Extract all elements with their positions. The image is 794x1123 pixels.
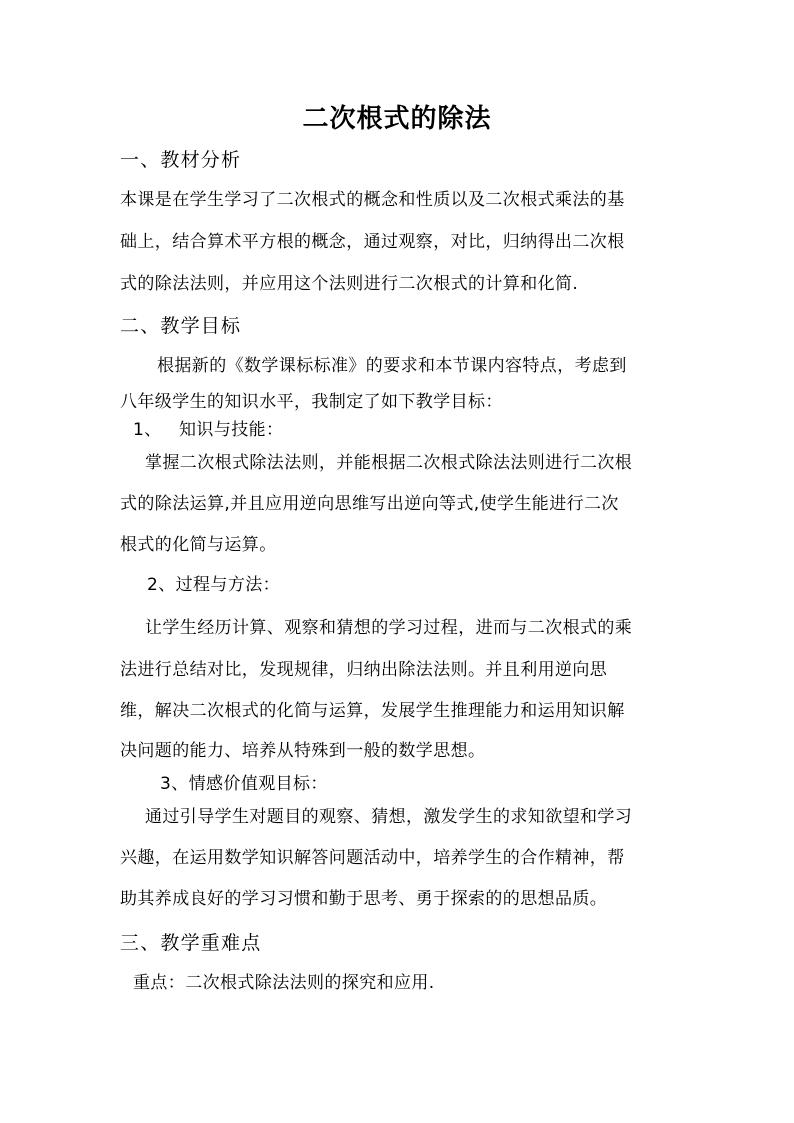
paragraph-line: 础上，结合算术平方根的概念，通过观察，对比，归纳得出二次根 xyxy=(120,232,625,252)
section-heading-2: 二、教学目标 xyxy=(120,315,242,337)
paragraph-line: 根据新的《数学课标标准》的要求和本节课内容特点，考虑到 xyxy=(157,356,627,376)
paragraph-line: 维，解决二次根式的化简与运算，发展学生推理能力和运用知识解 xyxy=(120,701,625,721)
paragraph-line: 根式的化简与运算。 xyxy=(120,535,277,555)
paragraph-line: 兴趣，在运用数学知识解答问题活动中，培养学生的合作精神，帮 xyxy=(120,848,625,868)
paragraph-line: 助其养成良好的学习习惯和勤于思考、勇于探索的的思想品质。 xyxy=(120,889,608,909)
goal-label-1: 1、 知识与技能： xyxy=(133,420,284,440)
paragraph-line: 式的除法运算,并且应用逆向思维写出逆向等式,使学生能进行二次 xyxy=(120,494,619,514)
paragraph-line: 式的除法法则，并应用这个法则进行二次根式的计算和化简. xyxy=(120,274,579,294)
paragraph-line: 掌握二次根式除法法则，并能根据二次根式除法法则进行二次根 xyxy=(145,453,633,473)
paragraph-line: 法进行总结对比，发现规律，归纳出除法法则。并且利用逆向思 xyxy=(120,660,608,680)
page-title: 二次根式的除法 xyxy=(302,104,492,134)
paragraph-line: 本课是在学生学习了二次根式的概念和性质以及二次根式乘法的基 xyxy=(120,190,625,210)
key-point-line: 重点：二次根式除法法则的探究和应用. xyxy=(133,973,435,993)
paragraph-line: 八年级学生的知识水平，我制定了如下教学目标： xyxy=(120,392,503,412)
goal-label-2: 2、过程与方法： xyxy=(147,575,281,595)
section-heading-1: 一、教材分析 xyxy=(120,149,242,171)
goal-label-3: 3、情感价值观目标： xyxy=(160,774,328,794)
section-heading-3: 三、教学重难点 xyxy=(120,932,262,954)
paragraph-line: 让学生经历计算、观察和猜想的学习过程，进而与二次根式的乘 xyxy=(145,618,633,638)
paragraph-line: 决问题的能力、培养从特殊到一般的数学思想。 xyxy=(120,741,486,761)
paragraph-line: 通过引导学生对题目的观察、猜想，激发学生的求知欲望和学习 xyxy=(145,807,633,827)
